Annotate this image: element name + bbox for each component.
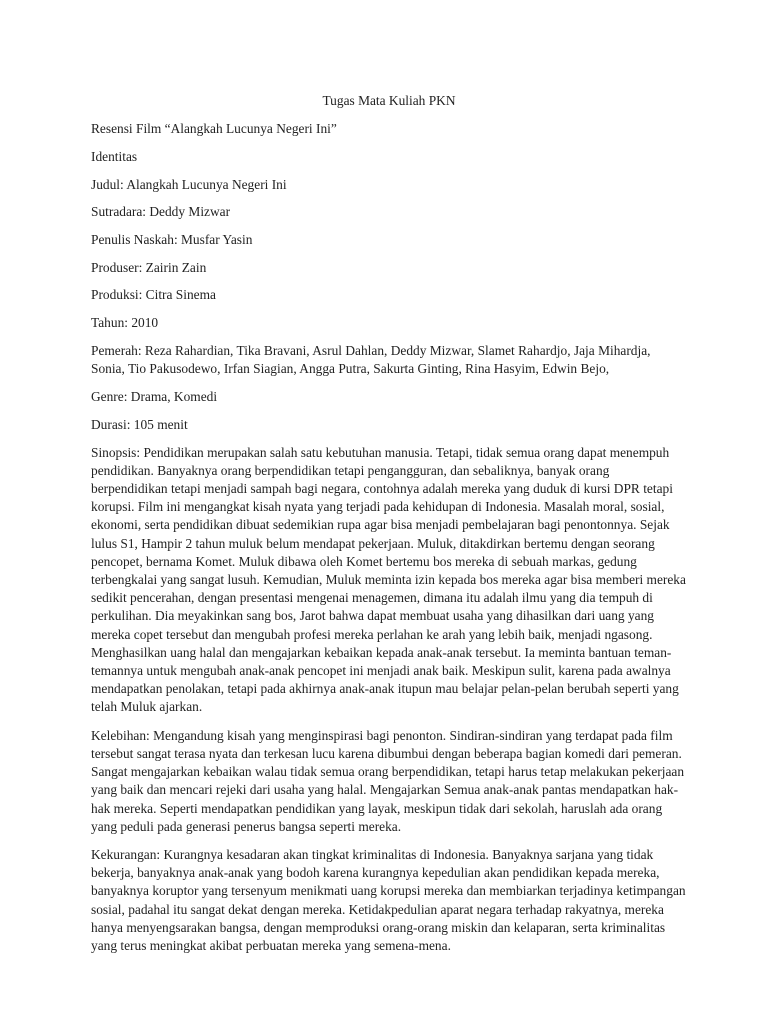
field-sutradara: Sutradara: Deddy Mizwar	[91, 204, 231, 220]
field-pemerah: Pemerah: Reza Rahardian, Tika Bravani, Asrul Dahlan, Deddy Mizwar, Slamet Rahardjo, Jaja Mihardja, Sonia, Tio Pakusodewo, Irfan Siagian, Angga Putra, Sakurta Ginting, Rina Hasyim, Edwin Bejo,	[91, 342, 651, 377]
section-heading-identitas: Identitas	[91, 148, 138, 164]
field-produksi: Produksi: Citra Sinema	[91, 287, 216, 303]
paragraph-sinopsis: Sinopsis: Pendidikan merupakan salah satu kebutuhan manusia. Tetapi, tidak semua orang dapat menempuh pendidikan. Banyaknya orang berpendidikan tetapi pengangguran, dan sebaliknya, banyak orang berpendidikan tetapi menjadi sampah bagi negara, contohnya adalah mereka yang duduk di kursi DPR tetapi korupsi. Film ini mengangkat kisah nyata yang terjadi pada kehidupan di Indonesia. Masalah moral, sosial, ekonomi, serta pendidikan dibuat sedemikian rupa agar bisa menjadi pembelajaran bagi penontonnya. Sejak lulus S1, Hampir 2 tahun muluk belum mendapat pekerjaan. Muluk, ditakdirkan bertemu dengan seorang pencopet, bernama Komet. Muluk dibawa oleh Komet bertemu bos mereka di sebuah markas, gedung terbengkalai yang sangat lusuh. Kemudian, Muluk meminta izin kepada bos mereka agar bisa memberi mereka sedikit pencerahan, dengan presentasi mengenai menagemen, dimana itu adalah ilmu yang dia tempuh di perkulihan. Dia meyakinkan sang bos, Jarot bahwa dapat membuat usaha yang dihasilkan dari uang yang mereka copet tersebut dan mengubah profesi mereka perlahan ke arah yang lebih baik, menjadi ngasong. Menghasilkan uang halal dan mengajarkan kebaikan kepada anak-anak tersebut. Ia meminta bantuan teman-temannya untuk mengubah anak-anak pencopet ini menjadi anak baik. Meskipun sulit, karena pada awalnya mendapatkan penolakan, tetapi pada akhirnya anak-anak itupun mau belajar pelan-pelan berubah seperti yang telah Muluk ajarkan.	[91, 444, 686, 715]
field-produser: Produser: Zairin Zain	[91, 259, 207, 275]
field-judul: Judul: Alangkah Lucunya Negeri Ini	[91, 176, 287, 192]
document-title: Tugas Mata Kuliah PKN	[322, 93, 456, 108]
paragraph-kekurangan: Kekurangan: Kurangnya kesadaran akan tingkat kriminalitas di Indonesia. Banyaknya sarjana yang tidak bekerja, banyaknya anak-anak yang bodoh karena kurangnya kepedulian akan pendidikan kepada mereka, banyaknya koruptor yang tersenyum menikmati uang korupsi mereka dan membiarkan terjadinya ketimpangan sosial, padahal itu sangat dekat dengan mereka. Ketidakpedulian aparat negara terhadap rakyatnya, mereka hanya menyengsarakan bangsa, dengan memproduksi orang-orang miskin dan kelaparan, serta kriminalitas yang terus meningkat akibat perbuatan mereka yang semena-mena.	[91, 846, 686, 953]
field-penulis-naskah: Penulis Naskah: Musfar Yasin	[91, 232, 253, 248]
field-durasi: Durasi: 105 menit	[91, 416, 188, 432]
document-page	[91, 92, 687, 965]
field-tahun: Tahun: 2010	[91, 315, 159, 331]
paragraph-kelebihan: Kelebihan: Mengandung kisah yang menginspirasi bagi penonton. Sindiran-sindiran yang terdapat pada film tersebut sangat terasa nyata dan terkesan lucu karena dibumbui dengan beberapa bagian komedi dari pemeran. Sangat mengajarkan kebaikan walau tidak semua orang berpendidikan, tetapi harus tetap melakukan pekerjaan yang baik dan mencari rejeki dari usaha yang halal. Mengajarkan Semua anak-anak pantas mendapatkan hak-hak mereka. Seperti mendapatkan pendidikan yang layak, meskipun tidak dari sekolah, haruslah ada orang yang peduli pada generasi penerus bangsa seperti mereka.	[91, 727, 685, 834]
document-subtitle: Resensi Film “Alangkah Lucunya Negeri Ini”	[91, 121, 337, 137]
field-genre: Genre: Drama, Komedi	[91, 389, 218, 405]
